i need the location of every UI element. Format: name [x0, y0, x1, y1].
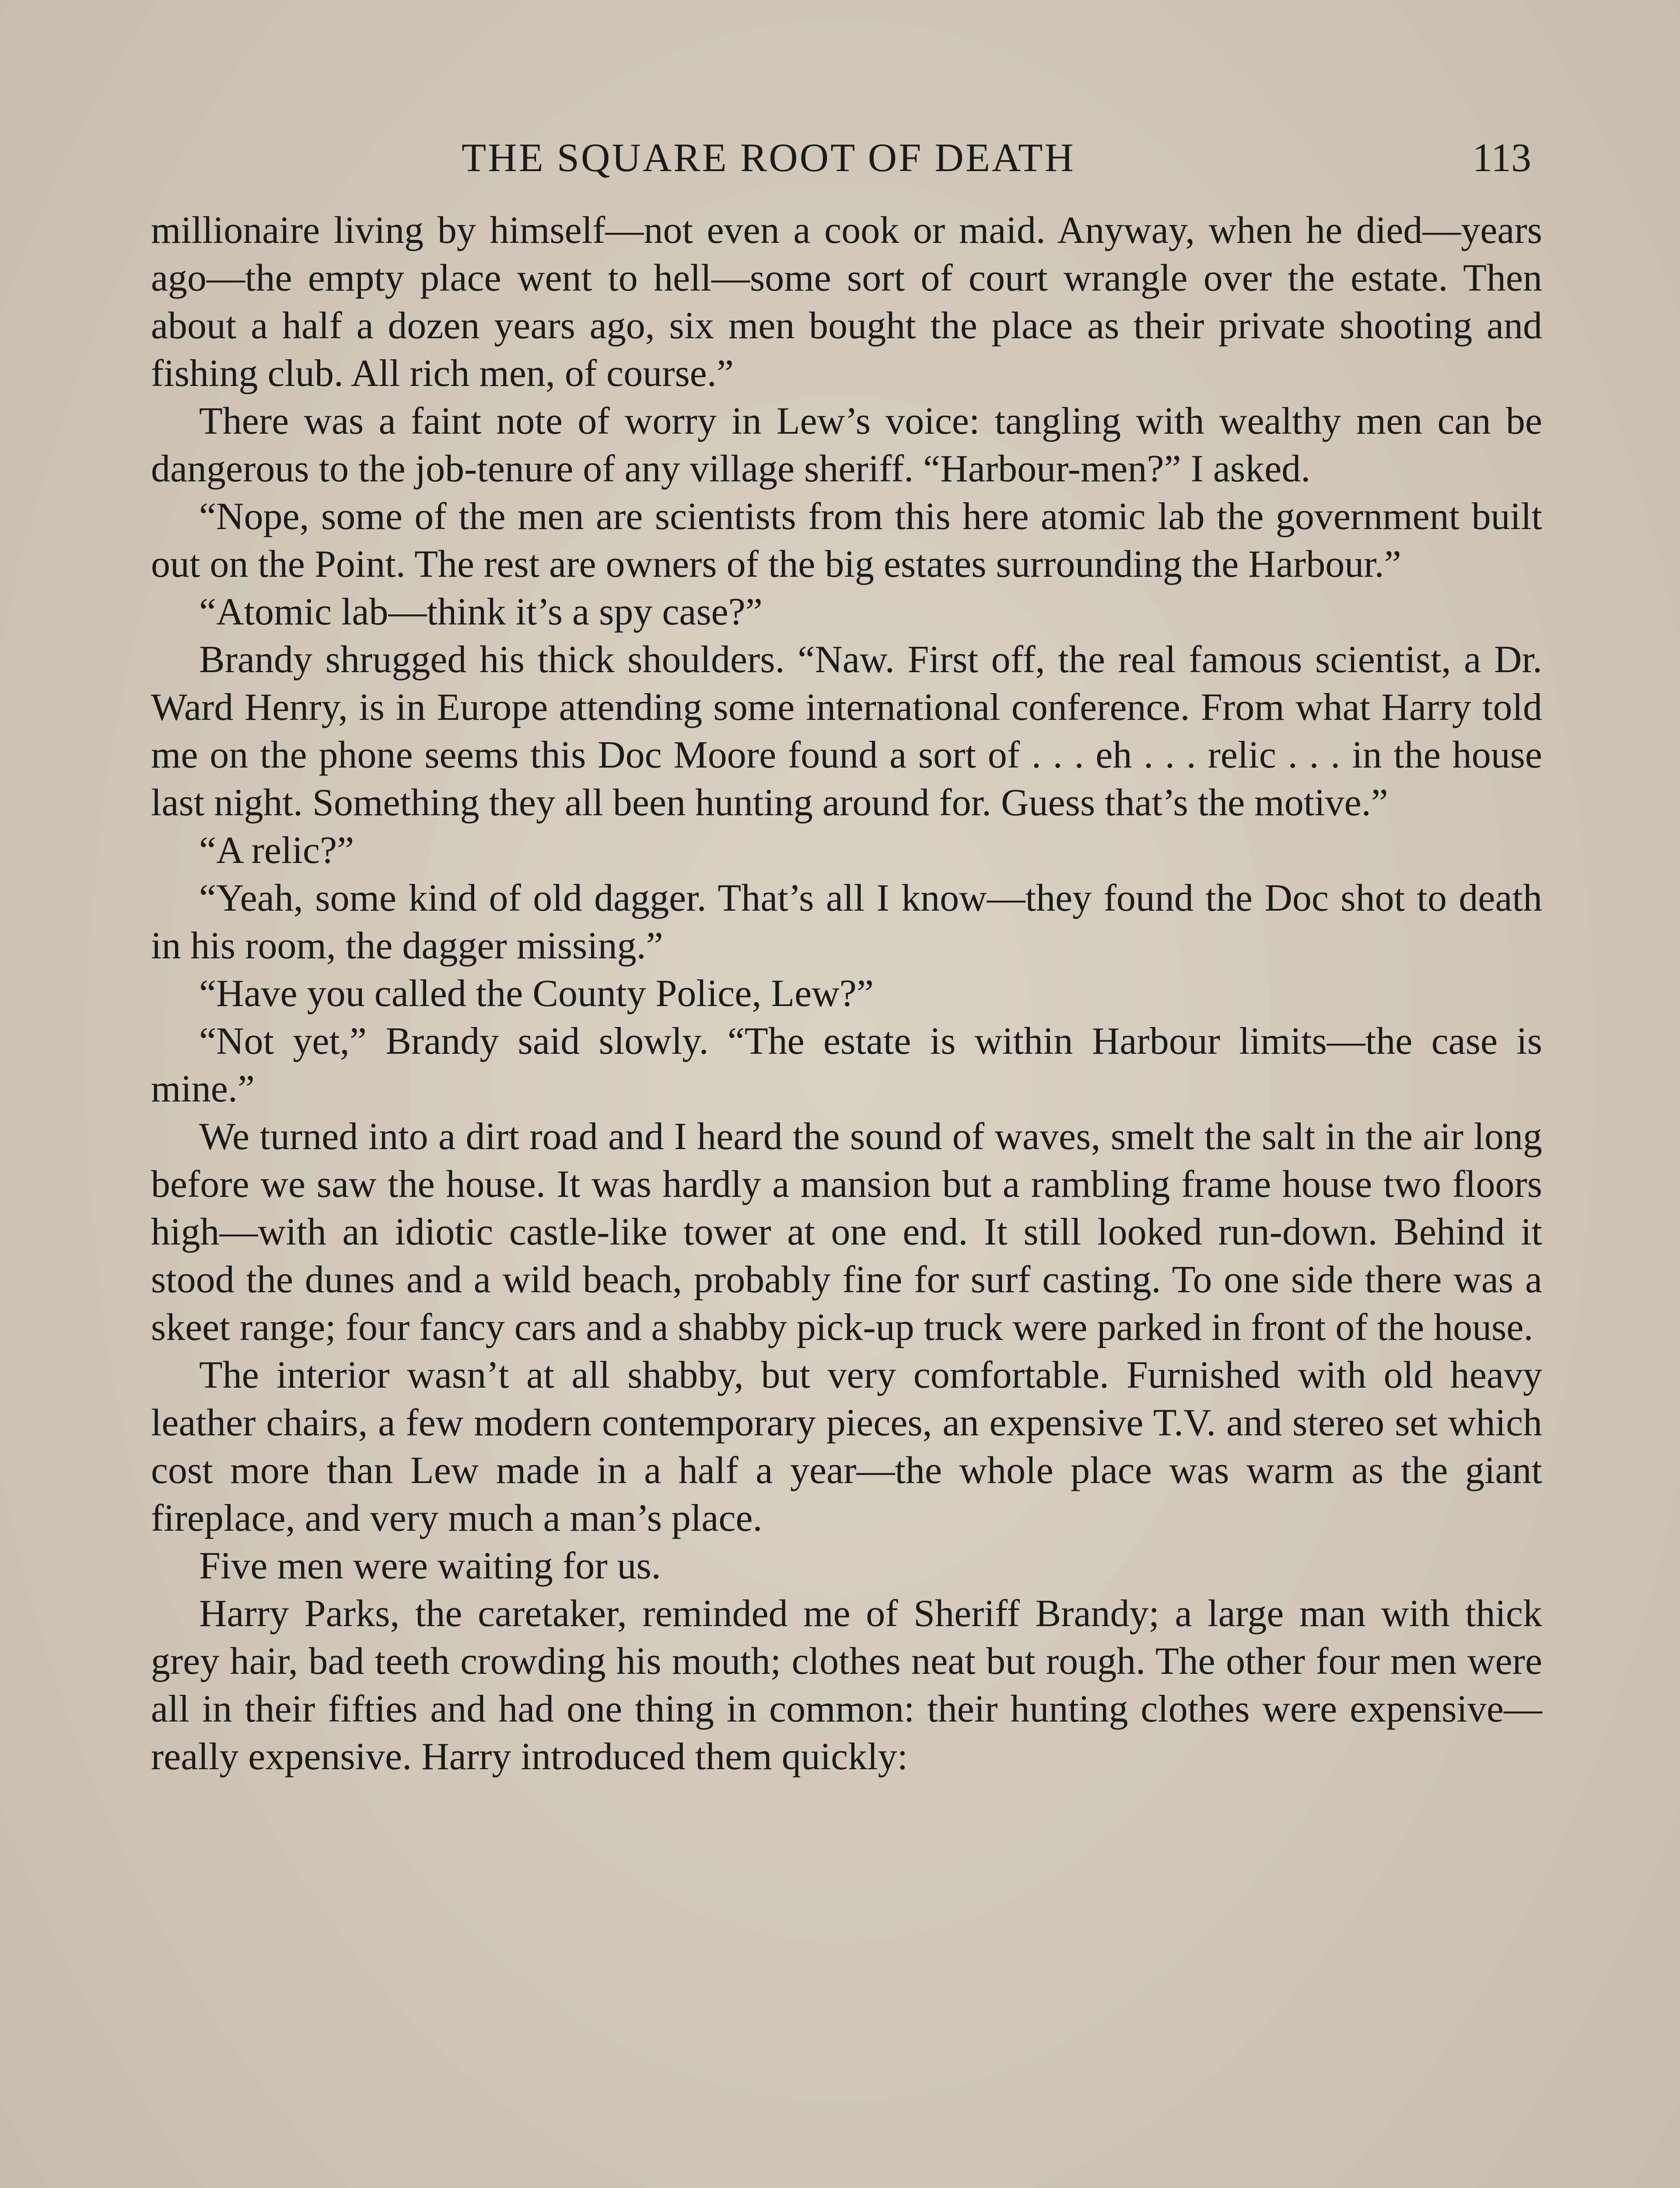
running-title: THE SQUARE ROOT OF DEATH — [462, 135, 1075, 180]
paragraph: Brandy shrugged his thick shoulders. “Naw. First off, the real famous scientist, a Dr. Ward Henry, is in Europe attending some international conference. From what Harry told me on the phone seems this Doc Moore found a sort of . . . eh . . . relic . . . in the house last night. Something they all been hunting around for. Guess that’s the motive.” — [151, 638, 1542, 824]
paragraph: “Nope, some of the men are scientists from this here atomic lab the government built out on the Point. The rest are owners of the big estates surrounding the Harbour.” — [151, 495, 1542, 586]
page-number: 113 — [1472, 135, 1531, 180]
paragraph: There was a faint note of worry in Lew’s voice: tangling with wealthy men can be dangerous to the job-tenure of any village sheriff. “Harbour-men?” I asked. — [151, 400, 1542, 490]
page-header — [462, 127, 1531, 188]
paragraph: “Atomic lab—think it’s a spy case?” — [199, 591, 763, 633]
paragraph: “Yeah, some kind of old dagger. That’s all I know—they found the Doc shot to death in his room, the dagger missing.” — [151, 877, 1542, 967]
paragraph: “Have you called the County Police, Lew?” — [199, 972, 874, 1015]
paragraph: millionaire living by himself—not even a cook or maid. Anyway, when he died—years ago—the empty place went to hell—some sort of court wrangle over the estate. Then about a half a dozen years ago, six men bought the place as their private shooting and fishing club. All rich men, of course.” — [151, 209, 1542, 395]
paragraph: We turned into a dirt road and I heard the sound of waves, smelt the salt in the air long before we saw the house. It was hardly a mansion but a rambling frame house two floors high—with an idiotic castle-like tower at one end. It still looked run-down. Behind it stood the dunes and a wild beach, probably fine for surf casting. To one side there was a skeet range; four fancy cars and a shabby pick-up truck were parked in front of the house. — [151, 1115, 1542, 1349]
paragraph: Five men were waiting for us. — [199, 1545, 661, 1587]
paragraph: Harry Parks, the caretaker, reminded me of Sheriff Brandy; a large man with thick grey hair, bad teeth crowding his mouth; clothes neat but rough. The other four men were all in their fifties and had one thing in common: their hunting clothes were expensive—really expensive. Harry introduced them quickly: — [151, 1592, 1542, 1778]
paragraph: “A relic?” — [199, 829, 354, 872]
paragraph: “Not yet,” Brandy said slowly. “The estate is within Harbour limits—the case is mine.” — [151, 1020, 1542, 1110]
body-text — [151, 207, 1542, 1781]
paragraph: The interior wasn’t at all shabby, but very comfortable. Furnished with old heavy leather chairs, a few modern contemporary pieces, an expensive T.V. and stereo set which cost more than Lew made in a half a year—the whole place was warm as the giant fireplace, and very much a man’s place. — [151, 1354, 1542, 1539]
